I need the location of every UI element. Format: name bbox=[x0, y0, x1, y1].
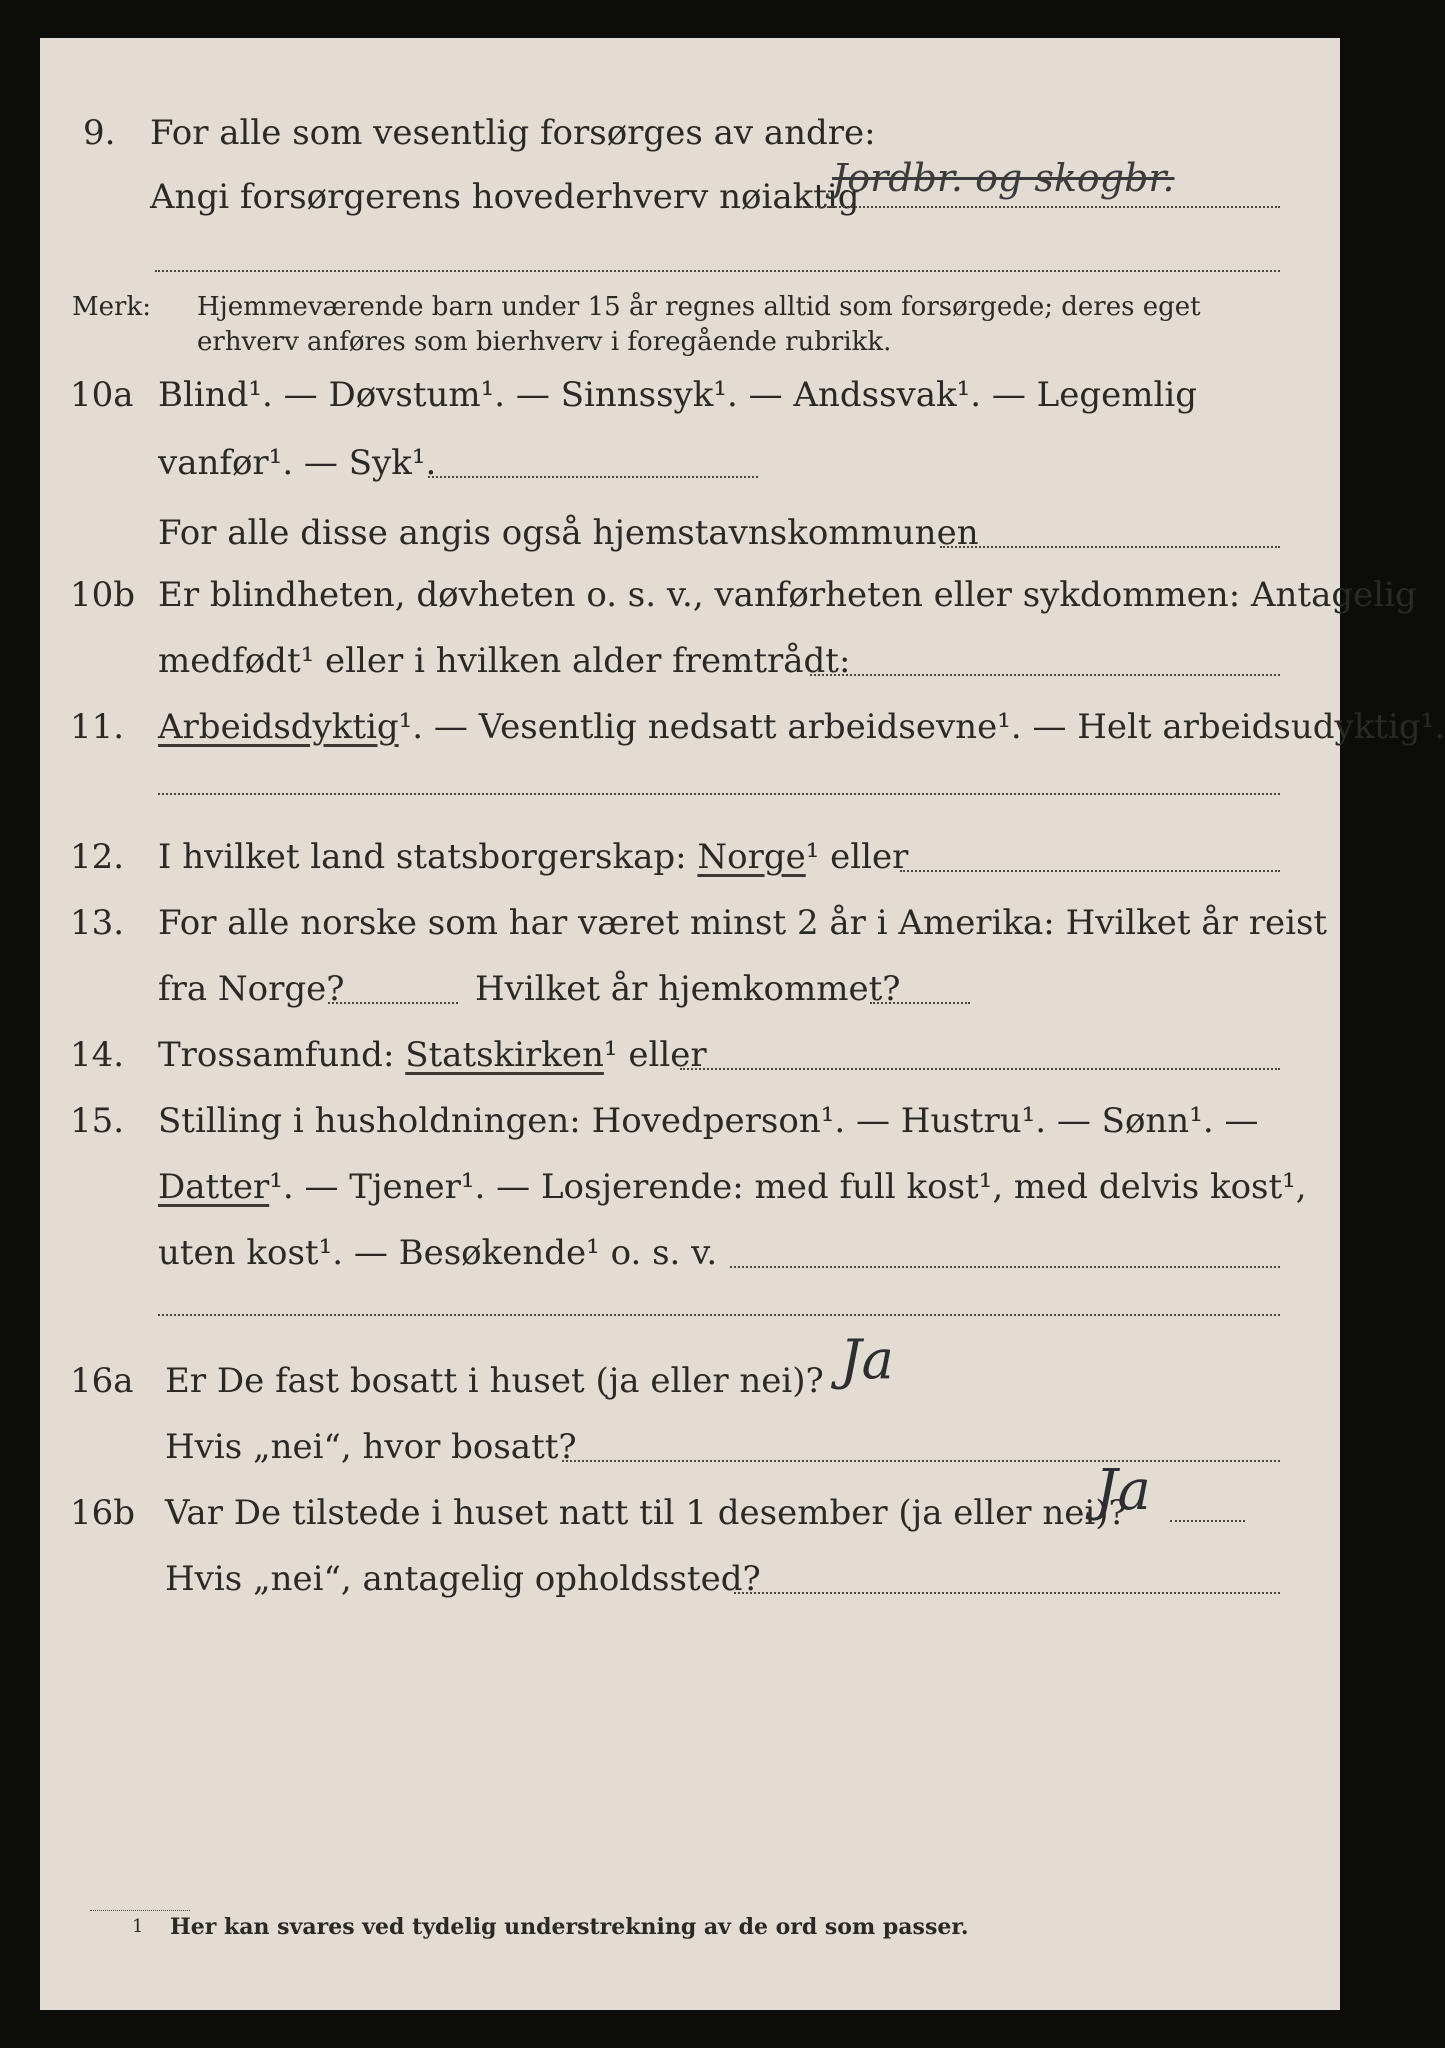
q10a-syk-line bbox=[428, 476, 758, 478]
q9-handwritten-answer: Jordbr. og skogbr. bbox=[832, 156, 1175, 200]
q11-second-line bbox=[158, 793, 1280, 795]
q14-eller-line bbox=[680, 1068, 1280, 1070]
q9-line1: For alle som vesentlig forsørges av andre: bbox=[150, 113, 876, 153]
q14-post: ¹ eller bbox=[603, 1035, 707, 1075]
q13-line1: For alle norske som har været minst 2 år i Amerika: Hvilket år reist bbox=[158, 903, 1328, 943]
q14-number: 14. bbox=[70, 1035, 125, 1075]
q16b-answer-line bbox=[1170, 1520, 1245, 1522]
q16a-number: 16a bbox=[70, 1361, 134, 1401]
q15-line2 bbox=[158, 1167, 1307, 1207]
q12-number: 12. bbox=[70, 837, 125, 877]
q10a-line2: vanfør¹. — Syk¹. bbox=[158, 443, 437, 483]
footnote-mark: 1 bbox=[132, 1916, 144, 1937]
q10b-line1: Er blindheten, døvheten o. s. v., vanførheten eller sykdommen: Antagelig bbox=[158, 575, 1417, 615]
q13-hjemkommet-line bbox=[870, 1002, 970, 1004]
q10a-line3: For alle disse angis også hjemstavnskommunen bbox=[158, 513, 979, 553]
q15-line1: Stilling i husholdningen: Hovedperson¹. — Hustru¹. — Sønn¹. — bbox=[158, 1101, 1259, 1141]
q11-line bbox=[158, 707, 1445, 747]
q13-line2a: fra Norge? bbox=[158, 969, 345, 1009]
q14-line bbox=[158, 1035, 707, 1075]
q16b-line2: Hvis „nei“, antagelig opholdssted? bbox=[165, 1559, 761, 1599]
q13-line2b: Hvilket år hjemkommet? bbox=[475, 969, 901, 1009]
merk-label: Merk: bbox=[72, 292, 151, 322]
q9-answer-line bbox=[800, 206, 1280, 208]
census-form-page bbox=[40, 38, 1445, 2010]
footnote-text: Her kan svares ved tydelig understrekning av de ord som passer. bbox=[170, 1914, 969, 1940]
q9-line2: Angi forsørgerens hovederhverv nøiaktig bbox=[150, 177, 860, 217]
q11-rest: ¹. — Vesentlig nedsatt arbeidsevne¹. — Helt arbeidsudyktig¹. bbox=[398, 707, 1445, 747]
q12-post: ¹ eller bbox=[805, 837, 909, 877]
q12-line bbox=[158, 837, 909, 877]
q12-pre: I hvilket land statsborgerskap: bbox=[158, 837, 687, 877]
q15-datter-underlined: Datter bbox=[158, 1167, 270, 1207]
q13-number: 13. bbox=[70, 903, 125, 943]
q11-number: 11. bbox=[70, 707, 125, 747]
q10b-line2: medfødt¹ eller i hvilken alder fremtrådt: bbox=[158, 641, 851, 681]
merk-text: Hjemmeværende barn under 15 år regnes alltid som forsørgede; deres eget erhverv anføres som bierhverv i foregående rubrikk. bbox=[197, 292, 1201, 358]
q12-norge-underlined: Norge bbox=[697, 837, 806, 877]
q12-eller-line bbox=[900, 870, 1280, 872]
q9-number: 9. bbox=[83, 113, 116, 153]
q16b-handwritten-answer: Ja bbox=[1095, 1458, 1151, 1523]
q16b-number: 16b bbox=[70, 1493, 136, 1533]
q16b-line1: Var De tilstede i huset natt til 1 desember (ja eller nei)? bbox=[165, 1493, 1127, 1533]
q15-number: 15. bbox=[70, 1101, 125, 1141]
q13-reist-line bbox=[328, 1002, 458, 1004]
q10b-alder-line bbox=[810, 674, 1280, 676]
q16a-line2: Hvis „nei“, hvor bosatt? bbox=[165, 1427, 577, 1467]
q16a-bosatt-line bbox=[562, 1460, 1280, 1462]
q10b-number: 10b bbox=[70, 575, 136, 615]
q15-line3: uten kost¹. — Besøkende¹ o. s. v. bbox=[158, 1233, 718, 1273]
q16b-opholdssted-line bbox=[734, 1592, 1280, 1594]
q9-second-line bbox=[155, 270, 1280, 272]
q15-line2-rest: ¹. — Tjener¹. — Losjerende: med full kost¹, med delvis kost¹, bbox=[269, 1167, 1307, 1207]
q15-second-line bbox=[158, 1314, 1280, 1316]
q11-arbeidsdyktig-underlined: Arbeidsdyktig bbox=[158, 707, 399, 747]
q14-statskirken-underlined: Statskirken bbox=[405, 1035, 604, 1075]
q16a-handwritten-answer: Ja bbox=[840, 1328, 894, 1391]
q10a-line1: Blind¹. — Døvstum¹. — Sinnssyk¹. — Andssvak¹. — Legemlig bbox=[158, 375, 1197, 415]
q16a-line1: Er De fast bosatt i huset (ja eller nei)? bbox=[165, 1361, 824, 1401]
q15-osv-line bbox=[730, 1266, 1280, 1268]
q10a-number: 10a bbox=[70, 375, 134, 415]
q10a-kommune-line bbox=[940, 546, 1280, 548]
q14-pre: Trossamfund: bbox=[158, 1035, 395, 1075]
footnote-rule bbox=[90, 1910, 190, 1911]
